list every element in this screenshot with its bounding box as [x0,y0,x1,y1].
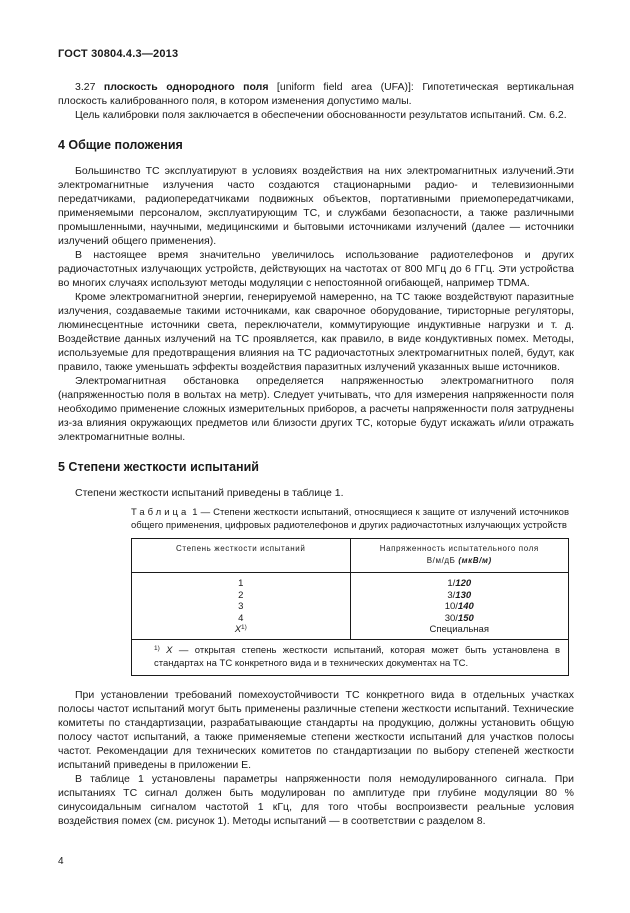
section-5-paragraph: В таблице 1 установлены параметры напряженности поля немодулированного сигнала. При испытаниях ТС сигнал должен быть модулирован по амплитуде при глубине модуляции 80 % синусоидальным сигналом частотой 1 кГц, для того чтобы воспроизвести реальные условия воздействия помех (см. рисунок 1). Методы испытаний — в соответствии с разделом 8. [58,772,574,827]
table-caption-text: 1 — Степени жесткости испытаний, относящиеся к защите от излучений источников общего применения, цифровых радиотелефонов и других радиочастотных излучающих устройств [131,507,569,531]
table-cell-field: 30/150 [444,612,474,624]
table-cell-field: 1/120 [447,578,472,589]
section-4-paragraph: Электромагнитная обстановка определяется напряженностью электромагнитного поля (напряженностью поля в вольтах на метр). Следует учитывать, что для измерения напряженности поля необходимо применение сложных измерительных приборов, а расчеты напряженности поля затруднены из-за влияния окружающих предметов или близости других ТС, которые будут искажать и/или отражать электромагнитные волны. [58,375,574,443]
section-4-paragraph: Большинство ТС эксплуатируют в условиях воздействия на них электромагнитных излучений.Эти электромагнитные излучения часто создаются стационарными радио- и телевизионными передатчиками, радиопередатчиками подвижных объектов, портативными приемопередатчиками, применяемыми персоналом, эксплуатирующим ТС, и службами безопасности, а также различными промышленными, научными, медицинскими и бытовыми источниками излучений (далее — источники излучений общего применения). [58,165,574,247]
table-caption-label: Таблица [131,507,190,518]
table-cell-field: Специальная [429,624,489,635]
table-cell-level: 1 [238,578,244,589]
page-content [58,80,574,828]
column-header-level: Степень жесткости испытаний [132,539,351,573]
definition-term: плоскость однородного поля [103,81,269,93]
definition-3-27 [58,80,574,108]
section-5-title: 5 Степени жесткости испытаний [58,460,259,474]
column-header-field-title: Напряженность испытательного поля [379,544,539,553]
page-number: 4 [58,856,64,867]
table-cell-level: 4 [238,612,244,624]
section-4-paragraph: В настоящее время значительно увеличилось использование радиотелефонов и других радиочастотных излучающих устройств, действующих на частотах от 800 МГц до 6 ГГц. Эти устройства во многих случаях используют методы модуляции с непостоянной огибающей, например TDMA. [58,249,574,289]
section-4-title: 4 Общие положения [58,138,183,152]
column-header-field [350,539,569,573]
table-cell-level: 2 [238,589,244,601]
section-4-paragraph: Кроме электромагнитной энергии, генерируемой намеренно, на ТС также воздействуют паразитные излучения, создаваемые такими источниками, как сварочное оборудование, тиристорные регуляторы, люминесцентные источники света, переключатели, коммутирующие индуктивные нагрузки и т. д. Воздействие данных излучений на ТС проявляется, как правило, в виде кондуктивных помех. Методы, используемые для предотвращения влияния на ТС радиочастотных электромагнитных полей, будут, как правило, также уменьшать эффекты воздействия паразитных излучений указанных выше источников. [58,291,574,373]
field-column [350,573,569,640]
definition-text: [uniform field area (UFA)]: Гипотетическая вертикальная плоскость калиброванного поля, в котором изменения допустимо малы. [58,81,574,107]
table-cell-field: 10/140 [444,601,474,612]
section-5-intro: Степени жесткости испытаний приведены в таблице 1. [75,487,344,499]
definition-number: 3.27 [75,81,104,93]
level-column [132,573,351,640]
table-cell-field: 3/130 [447,589,472,601]
definition-note: Цель калибровки поля заключается в обеспечении обоснованности результатов испытаний. См. 6.2. [75,109,567,121]
table-footnote: $^{1)}$ X — открытая степень жесткости испытаний, которая может быть установлена в стандартах на ТС конкретного вида и в технических документах на ТС. [132,639,569,675]
section-5-paragraph: При установлении требований помехоустойчивости ТС конкретного вида в отдельных участках полосы частот испытаний могут быть применены различные степени жесткости испытаний. Технические комитеты по стандартизации, разрабатывающие стандарты на продукцию, должны установить общую полосу частот испытаний, а также применяемые степени жесткости испытаний для участков полосы частот. Рекомендации для технических комитетов по стандартизации по выбору степеней жесткости испытаний приведены в приложении Е. [58,688,574,771]
table-cell-level: $X^{1)}$ [234,624,247,635]
table-cell-level: 3 [238,601,244,612]
table-1-caption [131,506,569,532]
document-header: ГОСТ 30804.4.3—2013 [58,48,179,60]
test-levels-table [131,538,569,676]
column-header-field-units: В/м/дБ (мкВ/м) [426,556,492,565]
